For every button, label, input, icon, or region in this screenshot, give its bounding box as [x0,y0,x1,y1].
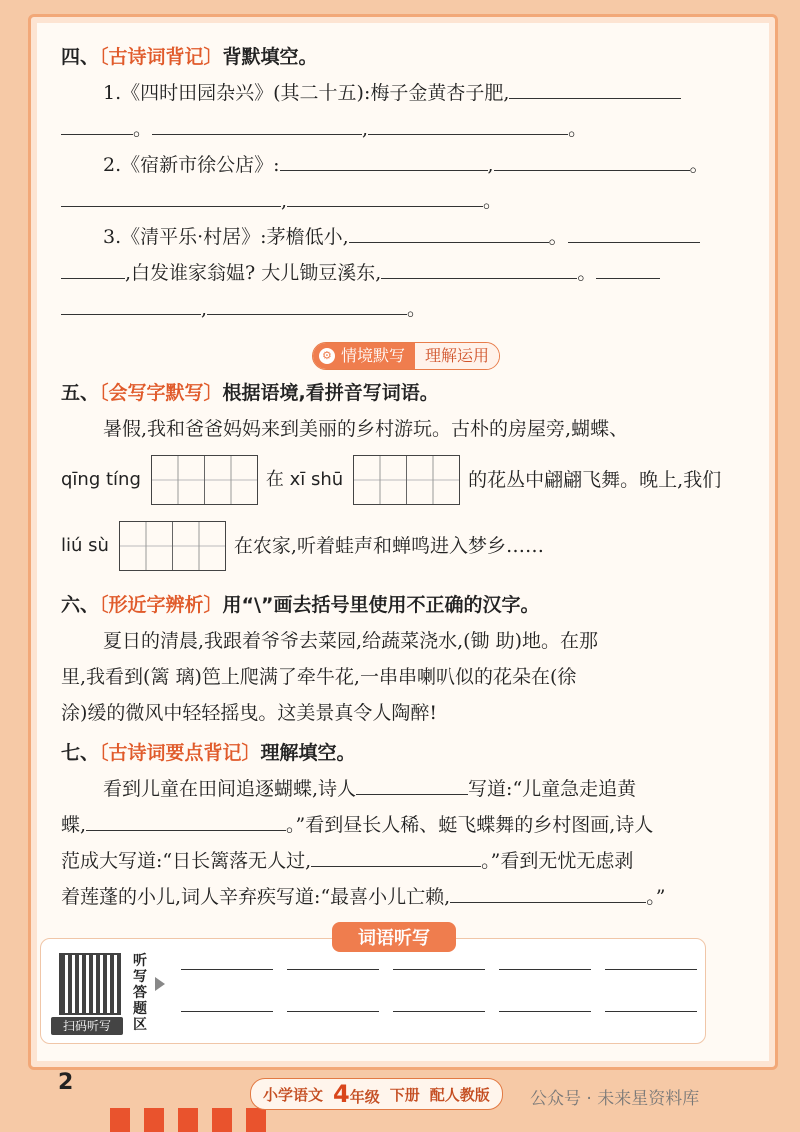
passage-text: 。”看到无忧无虑剥 [481,850,634,872]
pinyin-row-1 [61,447,751,513]
dictation-line[interactable] [605,969,697,970]
passage-text: 。” [646,886,666,908]
answer-blank[interactable] [280,148,488,171]
passage-text: 着莲蓬的小儿,词人辛弃疾写道:“最喜小儿亡赖, [61,886,451,908]
passage-text: 蝶, [61,814,87,836]
dictation-line[interactable] [499,1011,591,1012]
section-7-heading [61,735,751,771]
dictation-line[interactable] [393,1011,485,1012]
pinyin-label: 在 xī shū [265,469,344,490]
arrow-right-icon [155,977,165,991]
answer-blank[interactable] [349,220,549,243]
punct: , [487,154,494,176]
page-number: 2 [58,1070,74,1095]
poem-question-1 [61,75,751,111]
watermark-text: 公众号 · 未来星资料库 [530,1089,700,1109]
book-info-bar [250,1078,503,1110]
passage-line [61,843,751,879]
question-text: ,白发谁家翁媪? 大儿锄豆溪东, [125,262,382,284]
punct: 。 [577,262,597,284]
section-tag: 〔古诗词要点背记〕 [99,742,261,764]
section-5-heading [61,375,751,411]
subject-label: 小学语文 [263,1085,324,1104]
qr-code-icon[interactable] [59,953,121,1015]
answer-blank[interactable] [61,256,125,279]
poem-question-3-cont [61,255,751,291]
worksheet-content [61,35,751,915]
passage-line [61,879,751,915]
dictation-line[interactable] [499,969,591,970]
passage-text: 范成大写道:“日长篱落无人过, [61,850,312,872]
section-title: 用“\”画去括号里使用不正确的汉字。 [222,594,540,616]
banner-right-text: 理解运用 [415,343,499,369]
page-footer [0,1070,800,1132]
dictation-line[interactable] [393,969,485,970]
dictation-line[interactable] [605,1011,697,1012]
dictation-area [40,914,704,1042]
passage-line [61,807,751,843]
answer-blank[interactable] [61,112,133,135]
section-tag: 〔形近字辨析〕 [99,594,223,616]
char-box[interactable] [407,456,459,504]
banner-pill [312,342,500,370]
section-tag: 〔古诗词背记〕 [99,46,223,68]
banner-left [313,343,415,369]
answer-blank[interactable] [207,292,407,315]
answer-blank[interactable] [494,148,690,171]
question-text: 1.《四时田园杂兴》(其二十五):梅子金黄杏子肥, [103,82,510,104]
section-4-heading [61,39,751,75]
char-box[interactable] [205,456,257,504]
punct: 。 [689,154,709,176]
grade-number: 4 [333,1080,350,1108]
punct: 。 [568,118,588,140]
poem-question-3 [61,219,751,255]
passage-text: 看到儿童在田间追逐蝴蝶,诗人 [103,778,357,800]
answer-blank[interactable] [287,184,483,207]
char-box[interactable] [354,456,407,504]
section-tag: 〔会写字默写〕 [99,382,223,404]
poem-question-1-cont [61,111,751,147]
banner-left-text: 情境默写 [340,346,405,365]
answer-blank[interactable] [86,808,286,831]
gear-icon: ⚙ [319,348,335,364]
section-number: 六、 [61,594,100,616]
question-text: 2.《宿新市徐公店》: [103,154,280,176]
punct: 。 [133,118,153,140]
section-banner [61,335,751,371]
answer-blank[interactable] [311,844,481,867]
section-title: 根据语境,看拼音写词语。 [222,382,439,404]
char-box[interactable] [173,522,225,570]
qr-label: 扫码听写 [51,1017,123,1035]
edition-label: 配人教版 [429,1085,490,1104]
passage-text: 在农家,听着蛙声和蝉鸣进入梦乡…… [233,535,544,557]
pinyin-label: liú sù [61,535,109,556]
answer-blank[interactable] [152,112,362,135]
section-title: 背默填空。 [222,46,318,68]
section-number: 七、 [61,742,100,764]
character-grid[interactable] [151,455,258,505]
answer-blank[interactable] [509,76,681,99]
dictation-side-label: 听写答题区 [133,953,147,1033]
character-grid[interactable] [119,521,226,571]
volume-label: 下册 [389,1085,420,1104]
dictation-line[interactable] [181,969,273,970]
section-title: 理解填空。 [260,742,356,764]
answer-blank[interactable] [368,112,568,135]
pinyin-label: qīng tíng [61,469,141,490]
dictation-line[interactable] [181,1011,273,1012]
punct: , [281,190,288,212]
answer-blank[interactable] [61,292,201,315]
dictation-panel [40,938,706,1044]
decorative-stripes [110,1108,266,1132]
passage-line: 夏日的清晨,我跟着爷爷去菜园,给蔬菜浇水,(锄 助)地。在那 [103,630,598,652]
answer-blank[interactable] [381,256,577,279]
char-box[interactable] [152,456,205,504]
passage-text: 。”看到昼长人稀、蜓飞蝶舞的乡村图画,诗人 [286,814,654,836]
passage-line: 涂)缓的微风中轻轻摇曳。这美景真令人陶醉! [61,702,438,724]
dictation-title: 词语听写 [332,922,456,952]
passage-text: 写道:“儿童急走追黄 [468,778,637,800]
worksheet-page [28,14,778,1070]
punct: 。 [483,190,503,212]
poem-question-2 [61,147,751,183]
section-number: 五、 [61,382,100,404]
punct: 。 [407,298,427,320]
passage-line: 暑假,我和爸爸妈妈来到美丽的乡村游玩。古朴的房屋旁,蝴蝶、 [103,418,629,440]
character-grid[interactable] [353,455,460,505]
poem-question-3-end [61,291,751,327]
question-text: 3.《清平乐·村居》:茅檐低小, [103,226,349,248]
answer-blank[interactable] [450,880,646,903]
passage-line [61,771,751,807]
punct: , [201,298,208,320]
answer-blank[interactable] [356,772,468,795]
answer-blank[interactable] [61,184,281,207]
answer-blank[interactable] [596,256,660,279]
grade-label: 年级 [349,1088,380,1106]
dictation-line[interactable] [287,969,379,970]
punct: , [362,118,369,140]
passage-text: 的花丛中翩翩飞舞。晚上,我们 [468,469,722,491]
section-6-heading [61,587,751,623]
passage-line: 里,我看到(篱 璃)笆上爬满了牵牛花,一串串喇叭似的花朵在(徐 [61,666,577,688]
poem-question-2-cont [61,183,751,219]
answer-blank[interactable] [568,220,700,243]
section-number: 四、 [61,46,100,68]
char-box[interactable] [120,522,173,570]
punct: 。 [548,226,568,248]
dictation-line[interactable] [287,1011,379,1012]
pinyin-row-2 [61,513,751,579]
